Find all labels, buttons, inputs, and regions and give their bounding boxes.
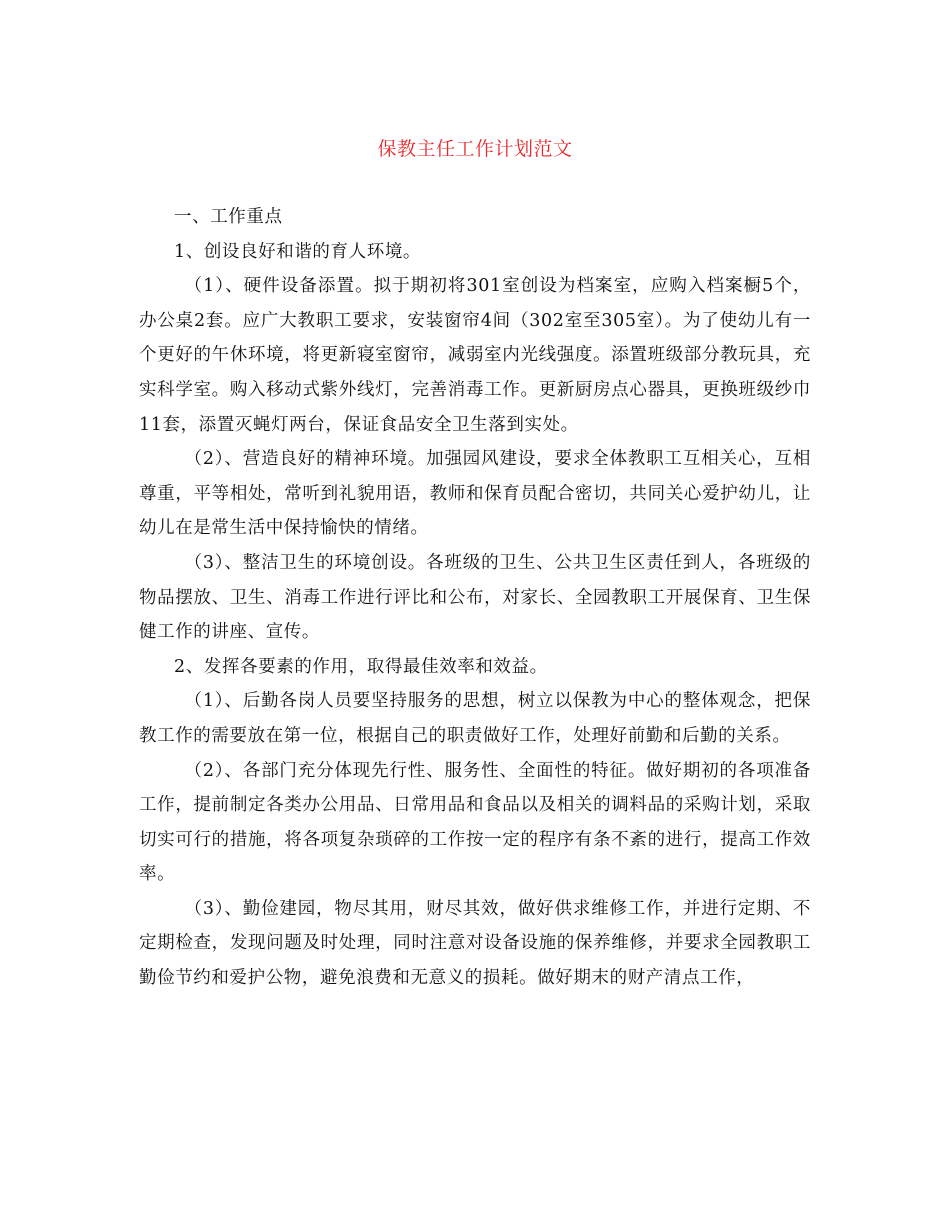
paragraph: （1）、后勤各岗人员要坚持服务的思想，树立以保教为中心的整体观念，把保教工作的需要放在第一位，根据自己的职责做好工作，处理好前勤和后勤的关系。 xyxy=(139,691,811,746)
section-heading: 一、工作重点 xyxy=(174,207,283,227)
subsection-heading: 2、发挥各要素的作用，取得最佳效率和效益。 xyxy=(174,656,548,677)
paragraph: （2）、各部门充分体现先行性、服务性、全面性的特征。做好期初的各项准备工作，提前制定各类办公用品、日常用品和食品以及相关的调料品的采购计划，采取切实可行的措施，将各项复杂琐碎的工作按一定的程序有条不紊的进行，提高工作效率。 xyxy=(139,760,811,885)
subsection-heading: 1、创设良好和谐的育人环境。 xyxy=(174,241,422,262)
paragraph: （1）、硬件设备添置。拟于期初将301室创设为档案室，应购入档案橱5个，办公桌2套。应广大教职工要求，安装窗帘4间（302室至305室）。为了使幼儿有一个更好的午休环境，将更新寝室窗帘，减弱室内光线强度。添置班级部分教玩具，充实科学室。购入移动式紫外线灯，完善消毒工作。更新厨房点心器具，更换班级纱巾11套，添置灭蝇灯两台，保证食品安全卫生落到实处。 xyxy=(139,276,811,435)
paragraph: （3）、整洁卫生的环境创设。各班级的卫生、公共卫生区责任到人，各班级的物品摆放、卫生、消毒工作进行评比和公布，对家长、全园教职工开展保育、卫生保健工作的讲座、宣传。 xyxy=(139,552,811,643)
document-title: 保教主任工作计划范文 xyxy=(377,138,573,160)
paragraph: （3）、勤俭建园，物尽其用，财尽其效，做好供求维修工作，并进行定期、不定期检查，发现问题及时处理，同时注意对设备设施的保养维修，并要求全园教职工勤俭节约和爱护公物，避免浪费和无意义的损耗。做好期末的财产清点工作， xyxy=(139,898,811,989)
paragraph: （2）、营造良好的精神环境。加强园风建设，要求全体教职工互相关心，互相尊重，平等相处，常听到礼貌用语，教师和保育员配合密切，共同关心爱护幼儿，让幼儿在是常生活中保持愉快的情绪。 xyxy=(139,449,811,539)
document-body xyxy=(139,200,811,996)
